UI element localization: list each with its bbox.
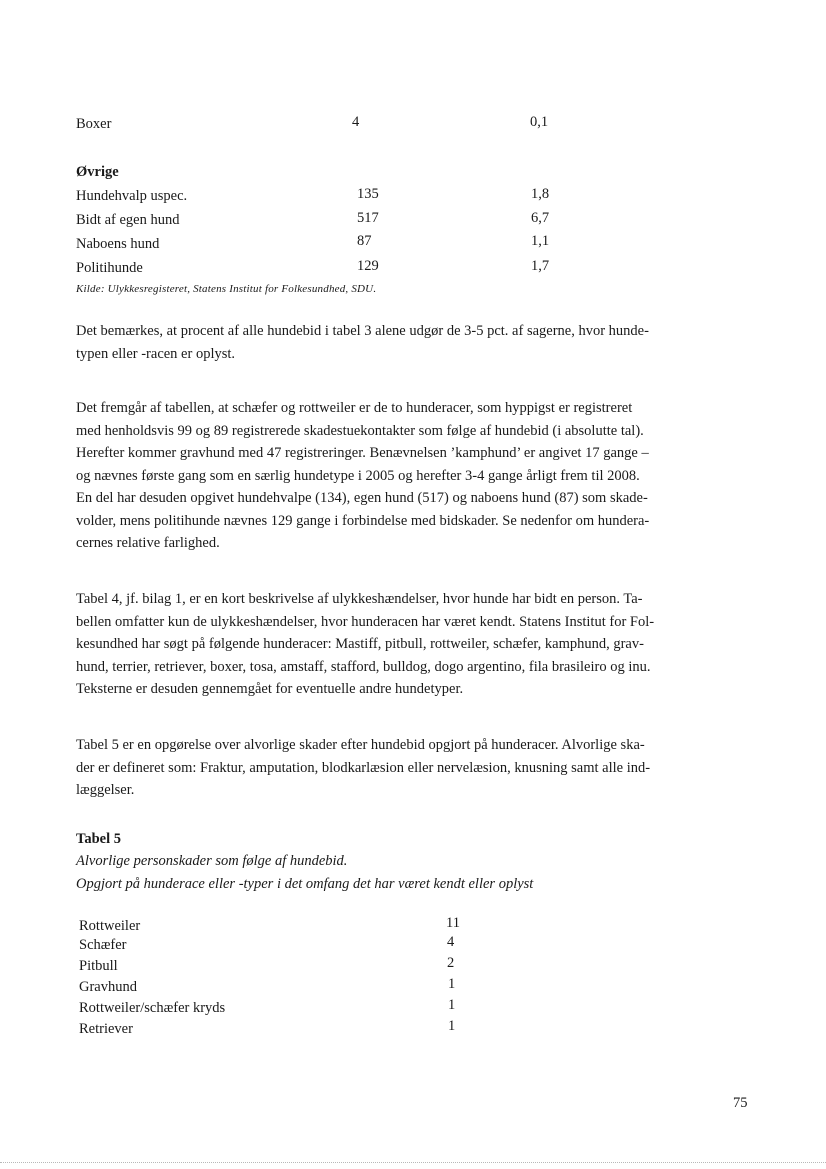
table-row-count: 517 xyxy=(357,210,379,226)
table-row-percent: 1,1 xyxy=(531,233,550,249)
table-row-count: 2 xyxy=(447,955,455,971)
paragraph-line: Tabel 4, jf. bilag 1, er en kort beskrivelse af ulykkeshændelser, hvor hunde har bidt en person. Ta- xyxy=(76,591,643,607)
page-number: 75 xyxy=(733,1095,748,1111)
table-group-heading: Øvrige xyxy=(76,164,119,180)
paragraph-2 xyxy=(76,397,748,555)
paragraph-3 xyxy=(76,588,748,701)
table-row-label: Schæfer xyxy=(79,937,127,953)
table-row-count: 1 xyxy=(448,976,456,992)
table-source-note: Kilde: Ulykkesregisteret, Statens Institut for Folkesundhed, SDU. xyxy=(76,283,377,295)
table-row-count: 1 xyxy=(448,1018,456,1034)
table-row-label: Pitbull xyxy=(79,958,118,974)
table-row-percent: 6,7 xyxy=(531,210,550,226)
scan-edge-rule xyxy=(0,1162,826,1163)
paragraph-line: læggelser. xyxy=(76,782,135,798)
paragraph-4 xyxy=(76,734,748,802)
table-row-label: Politihunde xyxy=(76,260,143,276)
table-row-count: 87 xyxy=(357,233,372,249)
table-row-count: 129 xyxy=(357,258,379,274)
paragraph-line: typen eller -racen er oplyst. xyxy=(76,345,236,362)
table-subtitle: Alvorlige personskader som følge af hundebid. xyxy=(76,853,348,869)
table-row-label: Retriever xyxy=(79,1021,133,1037)
table-row-percent: 1,7 xyxy=(531,258,550,274)
paragraph-line: Herefter kommer gravhund med 47 registreringer. Benævnelsen ’kamphund’ er angivet 17 gange – xyxy=(76,445,649,461)
paragraph-line: der er defineret som: Fraktur, amputation, blodkarlæsion eller nervelæsion, knusning samt alle ind- xyxy=(76,759,651,776)
table-row-label: Boxer xyxy=(76,116,112,132)
table-row-label: Hundehvalp uspec. xyxy=(76,188,188,204)
paragraph-line: bellen omfatter kun de ulykkeshændelser, hvor hunderacen har været kendt. Statens Institut for Fol- xyxy=(76,613,655,630)
table-row-count: 4 xyxy=(352,114,360,130)
paragraph-line: Det bemærkes, at procent af alle hundebid i tabel 3 alene udgør de 3-5 pct. af sagerne, hvor hunde- xyxy=(76,323,649,339)
paragraph-line: hund, terrier, retriever, boxer, tosa, amstaff, stafford, bulldog, dogo argentino, fila brasileiro og inu. xyxy=(76,658,651,675)
table-row-count: 135 xyxy=(357,186,379,202)
table-row-label: Bidt af egen hund xyxy=(76,212,180,228)
table-subtitle: Opgjort på hunderace eller -typer i det omfang det har været kendt eller oplyst xyxy=(76,876,534,892)
paragraph-line: Tabel 5 er en opgørelse over alvorlige skader efter hundebid opgjort på hunderacer. Alvorlige ska- xyxy=(76,737,645,753)
table-row-percent: 1,8 xyxy=(531,186,550,202)
paragraph-line: Det fremgår af tabellen, at schæfer og rottweiler er de to hunderacer, som hyppigst er registreret xyxy=(76,400,633,416)
table-row-label: Gravhund xyxy=(79,979,137,995)
table-row-count: 1 xyxy=(448,997,456,1013)
table-row-percent: 0,1 xyxy=(530,114,549,130)
paragraph-1 xyxy=(76,320,748,365)
table-row-label: Rottweiler/schæfer kryds xyxy=(79,1000,226,1016)
table-row-label: Naboens hund xyxy=(76,236,160,252)
paragraph-line: kesundhed har søgt på følgende hunderacer: Mastiff, pitbull, rottweiler, schæfer, kamphund, grav- xyxy=(76,636,644,652)
paragraph-line: cernes relative farlighed. xyxy=(76,535,220,551)
table-row-count: 11 xyxy=(446,915,460,931)
paragraph-line: En del har desuden opgivet hundehvalpe (134), egen hund (517) og naboens hund (87) som skade- xyxy=(76,490,648,506)
table-title: Tabel 5 xyxy=(76,831,121,847)
table-row-label: Rottweiler xyxy=(79,918,141,934)
table-row-count: 4 xyxy=(447,934,455,950)
paragraph-line: Teksterne er desuden gennemgået for eventuelle andre hundetyper. xyxy=(76,681,464,697)
paragraph-line: og nævnes første gang som en særlig hundetype i 2005 og herefter 3-4 gange årligt frem til 2008. xyxy=(76,467,640,484)
paragraph-line: med henholdsvis 99 og 89 registrerede skadestuekontakter som følge af hundebid (i absolutte tal). xyxy=(76,422,644,439)
paragraph-line: volder, mens politihunde nævnes 129 gange i forbindelse med bidskader. Se nedenfor om hundera- xyxy=(76,512,650,529)
